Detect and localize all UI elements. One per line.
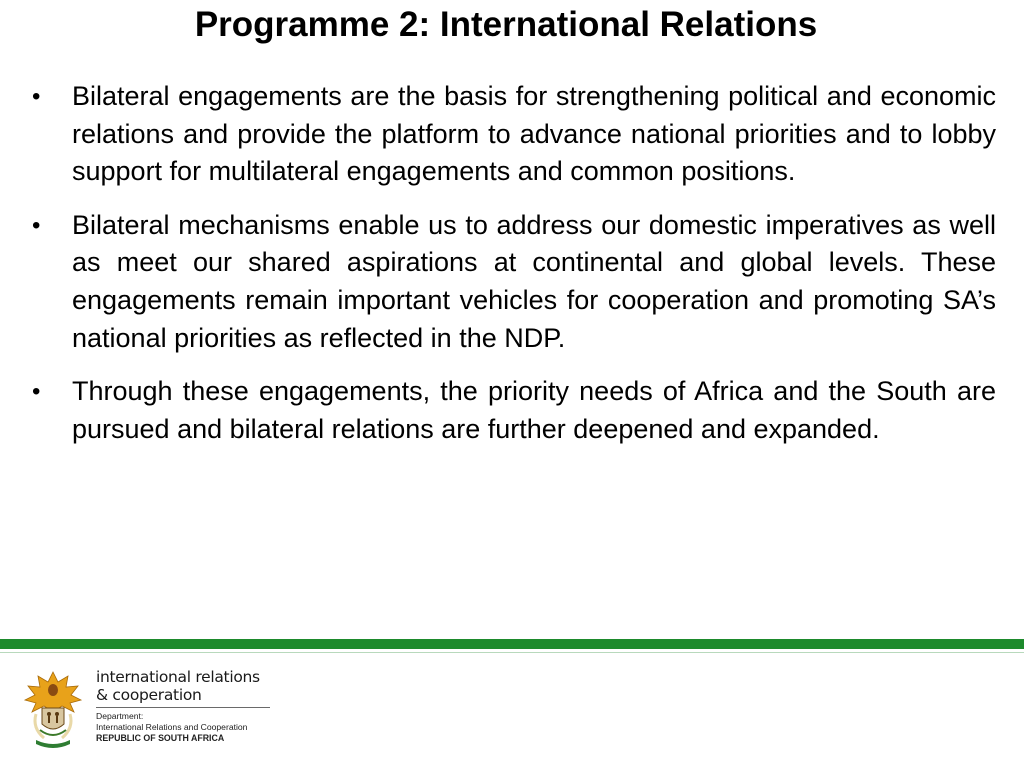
brand-line-1: international relations (96, 668, 260, 686)
bullet-item (32, 373, 996, 448)
footer-thin-line (0, 652, 1024, 653)
bullet-text: Bilateral engagements are the basis for strengthening political and economic relations and provide the platform to advance national priorities and to lobby support for multilateral engagements and common positions. (72, 81, 996, 187)
footer-divider (0, 639, 1024, 649)
bullet-text: Through these engagements, the priority needs of Africa and the South are pursued and bilateral relations are further deepened and expanded. (72, 376, 996, 444)
dept-label: Department: (96, 711, 144, 721)
bullet-list (32, 78, 996, 464)
department-logo (22, 668, 282, 752)
country-name: REPUBLIC OF SOUTH AFRICA (96, 733, 225, 743)
brand-line-2: & cooperation (96, 686, 202, 704)
dept-name: International Relations and Cooperation (96, 722, 248, 732)
bullet-marker: • (32, 83, 41, 110)
bullet-item (32, 207, 996, 357)
bullet-marker: • (32, 378, 41, 406)
bullet-item (32, 78, 996, 191)
slide-title: Programme 2: International Relations (194, 5, 818, 44)
brand-rule (96, 707, 270, 708)
bullet-text: Bilateral mechanisms enable us to address our domestic imperatives as well as meet our shared aspirations at continental and global levels. These engagements remain important vehicles for cooperation and promoting SA’s national priorities as reflected in the NDP. (72, 209, 996, 353)
coat-of-arms-icon (22, 668, 84, 750)
bullet-marker: • (32, 211, 41, 239)
brand-text (96, 668, 286, 744)
